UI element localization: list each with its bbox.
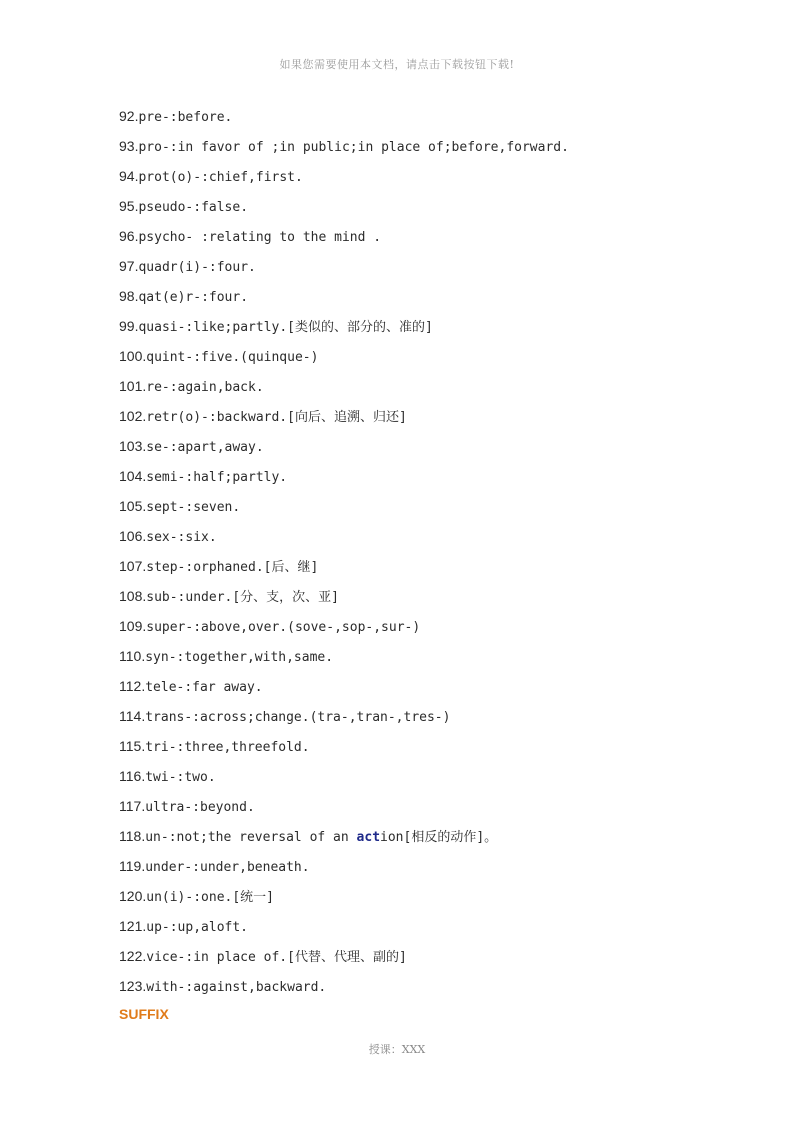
list-item [119, 884, 739, 914]
list-item [119, 824, 739, 854]
list-item [119, 974, 739, 1004]
entry-text: tri-:three,threefold. [145, 740, 310, 755]
list-item [119, 794, 739, 824]
entry-text: un-:not;the reversal of an [145, 830, 357, 845]
prefix-list [119, 104, 739, 1004]
entry-text: super-:above,over.(sove-,sop-,sur-) [146, 620, 421, 635]
list-item [119, 494, 739, 524]
entry-number: 114. [119, 708, 146, 724]
entry-number: 120. [119, 888, 147, 904]
entry-text: up-:up,aloft. [146, 920, 248, 935]
entry-number: 108. [119, 588, 147, 604]
list-item [119, 404, 739, 434]
list-item [119, 224, 739, 254]
entry-text: under-:under,beneath. [145, 860, 310, 875]
list-item [119, 764, 739, 794]
entry-text: sept-:seven. [146, 500, 241, 515]
entry-number: 110. [119, 648, 146, 664]
entry-text: retr(o)-:backward.[向后、追溯、归还] [146, 410, 407, 425]
entry-number: 112. [119, 678, 146, 694]
entry-text: quasi-:like;partly.[类似的、部分的、准的] [138, 320, 433, 335]
list-item [119, 254, 739, 284]
entry-number: 105. [119, 498, 147, 514]
entry-number: 106. [119, 528, 147, 544]
entry-text: quadr(i)-:four. [138, 260, 256, 275]
entry-number: 102. [119, 408, 147, 424]
list-item [119, 734, 739, 764]
entry-number: 117. [119, 798, 146, 814]
entry-number: 116. [119, 768, 146, 784]
list-item [119, 194, 739, 224]
entry-number: 103. [119, 438, 147, 454]
section-heading-suffix: SUFFIX [119, 1006, 169, 1022]
list-item [119, 434, 739, 464]
entry-text: twi-:two. [145, 770, 216, 785]
entry-text: with-:against,backward. [146, 980, 327, 995]
entry-text: psycho- :relating to the mind . [138, 230, 382, 245]
entry-highlight: act [356, 830, 381, 845]
entry-text: trans-:across;change.(tra-,tran-,tres-) [145, 710, 451, 725]
entry-text: vice-:in place of.[代替、代理、副的] [146, 950, 407, 965]
entry-number: 94. [119, 168, 139, 184]
entry-number: 104. [119, 468, 147, 484]
list-item [119, 644, 739, 674]
list-item [119, 464, 739, 494]
entry-number: 118. [119, 828, 146, 844]
entry-text: prot(o)-:chief,first. [138, 170, 303, 185]
entry-text: pre-:before. [138, 110, 233, 125]
list-item [119, 104, 739, 134]
list-item [119, 584, 739, 614]
entry-text: sub-:under.[分、支，次、亚] [146, 590, 339, 605]
entry-number: 101. [119, 378, 147, 394]
list-item [119, 674, 739, 704]
entry-number: 96. [119, 228, 139, 244]
entry-text: ultra-:beyond. [145, 800, 255, 815]
entry-text: re-:again,back. [146, 380, 264, 395]
list-item [119, 284, 739, 314]
list-item [119, 164, 739, 194]
entry-text: qat(e)r-:four. [138, 290, 249, 305]
entry-text: tele-:far away. [145, 680, 263, 695]
entry-number: 107. [119, 558, 147, 574]
download-note: 如果您需要使用本文档，请点击下载按钮下载! [279, 58, 515, 71]
entry-number: 100. [119, 348, 147, 364]
entry-text: semi-:half;partly. [146, 470, 288, 485]
list-item [119, 704, 739, 734]
list-item [119, 854, 739, 884]
footer-note: 授课：XXX [368, 1043, 426, 1056]
list-item [119, 914, 739, 944]
entry-text-rest: ion[相反的动作]。 [380, 830, 498, 845]
entry-text: syn-:together,with,same. [145, 650, 334, 665]
entry-text: pro-:in favor of ;in public;in place of;before,forward. [138, 140, 569, 155]
list-item [119, 524, 739, 554]
entry-number: 121. [119, 918, 147, 934]
list-item [119, 944, 739, 974]
list-item [119, 614, 739, 644]
entry-number: 122. [119, 948, 147, 964]
list-item [119, 344, 739, 374]
entry-text: quint-:five.(quinque-) [146, 350, 319, 365]
entry-text: step-:orphaned.[后、继] [146, 560, 319, 575]
entry-text: sex-:six. [146, 530, 217, 545]
entry-text: se-:apart,away. [146, 440, 264, 455]
entry-number: 98. [119, 288, 139, 304]
list-item [119, 554, 739, 584]
list-item [119, 314, 739, 344]
entry-number: 92. [119, 108, 139, 124]
entry-number: 119. [119, 858, 146, 874]
entry-number: 115. [119, 738, 146, 754]
entry-text: pseudo-:false. [138, 200, 249, 215]
entry-number: 93. [119, 138, 139, 154]
entry-number: 95. [119, 198, 139, 214]
entry-number: 123. [119, 978, 147, 994]
list-item [119, 134, 739, 164]
entry-number: 109. [119, 618, 147, 634]
entry-number: 97. [119, 258, 139, 274]
list-item [119, 374, 739, 404]
entry-number: 99. [119, 318, 139, 334]
entry-text: un(i)-:one.[统一] [146, 890, 274, 905]
